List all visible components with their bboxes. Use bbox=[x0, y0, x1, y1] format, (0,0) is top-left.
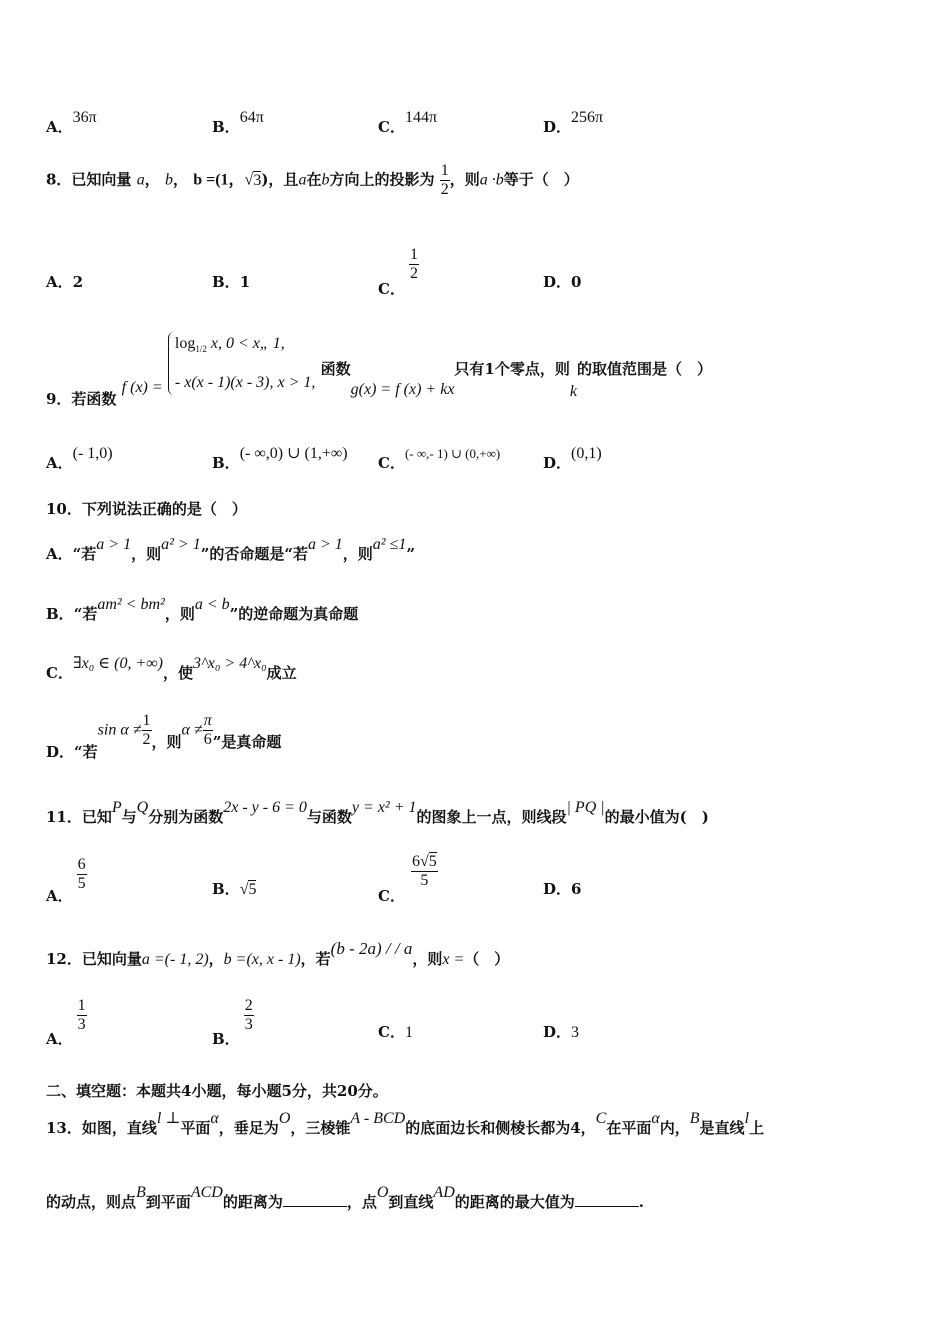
q10-option-c[interactable]: C．∃x₀ ∈ (0, +∞)，使3^x₀ > 4^x₀成立 bbox=[46, 655, 297, 682]
q12-option-d[interactable]: D．3 bbox=[543, 1023, 580, 1041]
section-2-heading: 二、填空题：本题共4小题，每小题5分，共20分。 bbox=[46, 1082, 388, 1100]
q11-option-c[interactable]: C． $\frac{6√5}{5}$ bbox=[378, 853, 437, 905]
q11-option-b[interactable]: B．√5 bbox=[212, 880, 257, 898]
q8-option-b[interactable]: B．1 bbox=[212, 273, 251, 291]
q10-option-a[interactable]: A．“若a > 1，则a² > 1”的否命题是“若a > 1，则a² ≤1” bbox=[46, 536, 415, 563]
q12-option-a[interactable]: A． $\frac{1}{3}$ bbox=[46, 997, 86, 1048]
question-13-line1: 13．如图，直线l ⊥平面α，垂足为O，三棱锥A - BCD的底面边长和侧棱长都为4，C在平面α内，B是直线l上 bbox=[46, 1110, 765, 1137]
q11-option-a[interactable]: A． $\frac{6}{5}$ bbox=[46, 856, 86, 905]
q11-option-d[interactable]: D．6 bbox=[543, 880, 582, 898]
q8-option-d[interactable]: D．0 bbox=[543, 273, 582, 291]
answer-blank-2[interactable] bbox=[575, 1206, 639, 1207]
q12-option-c[interactable]: C．1 bbox=[378, 1023, 413, 1041]
q9-option-d[interactable]: D．(0,1) bbox=[543, 445, 602, 472]
q7-option-d[interactable]: D．256π bbox=[543, 109, 604, 136]
q9-option-b[interactable]: B．(- ∞,0) ∪ (1,+∞) bbox=[212, 445, 348, 472]
piecewise-brace: $\log_{1/2} x$, 0 < x„ 1, - x(x - 1)(x - 3), x > 1, bbox=[168, 332, 316, 395]
q8-option-a[interactable]: A．2 bbox=[46, 273, 84, 291]
q7-option-b[interactable]: B．64π bbox=[212, 109, 264, 136]
question-12: 12．已知向量a =(- 1, 2)，b =(x, x - 1)，若(b - 2a) / / a，则x =（ ） bbox=[46, 939, 510, 968]
q10-option-b[interactable]: B．“若am² < bm²，则a < b”的逆命题为真命题 bbox=[46, 596, 359, 623]
question-11: 11．已知P与Q分别为函数2x - y - 6 = 0与函数y = x² + 1的图象上一点，则线段| PQ |的最小值为( ) bbox=[46, 799, 709, 826]
q12-option-b[interactable]: B． $\frac{2}{3}$ bbox=[212, 997, 253, 1048]
fraction-one-half: $\frac{1}{2}$ bbox=[440, 162, 449, 198]
question-8: 8．已知向量 a， b， b =(1，√3)，且a在b方向上的投影为 $\frac{1}{2}$ ，则a ·b等于（ ） bbox=[46, 162, 579, 198]
q7-option-c[interactable]: C．144π bbox=[378, 109, 438, 136]
question-13-line2: 的动点，则点B到平面ACD的距离为 ，点O到直线AD的距离的最大值为 . bbox=[46, 1184, 644, 1211]
question-9: 9．若函数 f (x) = $\log_{1/2} x$, 0 < x„ 1, - x(x - 1)(x - 3), x > 1, 函数g(x) = f (x) + kx只有1个零点，则k的取值范围是（ ） bbox=[46, 332, 712, 395]
q9-option-c[interactable]: C．(- ∞,- 1) ∪ (0,+∞) bbox=[378, 446, 501, 472]
q8-option-c[interactable]: C． $\frac{1}{2}$ bbox=[378, 246, 418, 298]
answer-blank-1[interactable] bbox=[283, 1206, 347, 1207]
q7-option-a[interactable]: A．36π bbox=[46, 109, 97, 136]
q9-option-a[interactable]: A．(- 1,0) bbox=[46, 445, 113, 472]
question-10-title: 10．下列说法正确的是（ ） bbox=[46, 500, 247, 518]
q10-option-d[interactable]: D．“若sin α ≠ $\frac{1}{2}$ ，则α ≠ $\frac{\pi}{6}$ ”是真命题 bbox=[46, 712, 282, 761]
